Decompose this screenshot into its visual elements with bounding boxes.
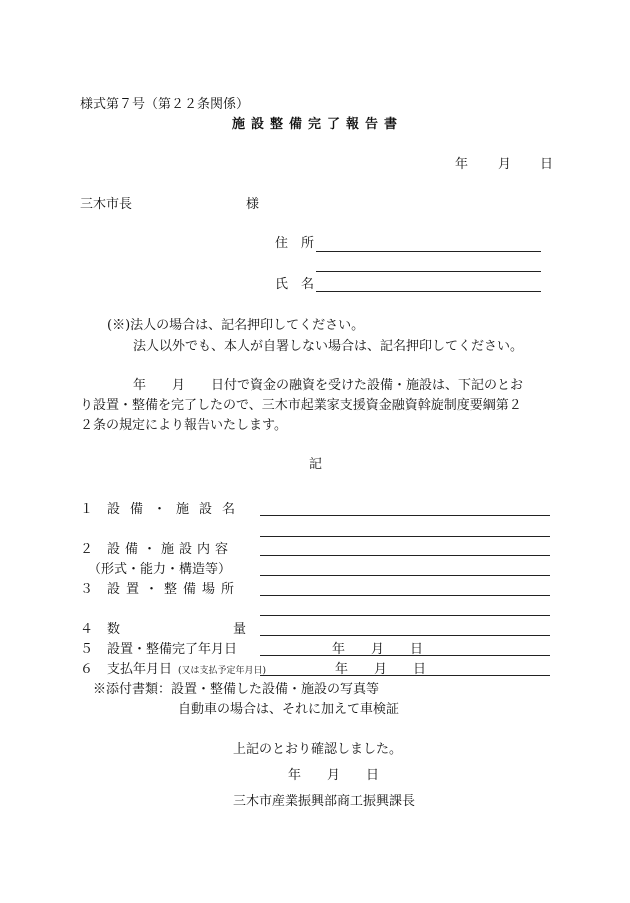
body-line-3: ２条の規定により報告いたします。 [80, 418, 287, 433]
address-label: 住 所 [275, 236, 315, 251]
confirm-officer: 三木市産業振興部商工振興課長 [233, 794, 416, 809]
item-1-field-2[interactable] [260, 536, 550, 537]
item-1-field[interactable] [260, 515, 550, 516]
date-day: 日 [540, 157, 554, 172]
item-3-field[interactable] [260, 595, 550, 596]
item-2-number: ２ [80, 542, 94, 557]
body-line-1: 年 月 日付で資金の融資を受けた設備・施設は、下記のとお [133, 378, 524, 393]
addressee-name: 三木市長 [80, 197, 133, 212]
page-title: 施設整備完了報告書 [232, 117, 404, 132]
item-2-field-2[interactable] [260, 575, 550, 576]
item-6-field[interactable] [260, 675, 550, 676]
item-3-number: ３ [80, 582, 94, 597]
form-number: 様式第７号（第２２条関係） [80, 97, 250, 112]
item-4-field[interactable] [260, 635, 550, 636]
item-4-label-a: 数 [107, 622, 121, 637]
item-4-number: ４ [80, 622, 94, 637]
address-field[interactable] [316, 251, 541, 252]
attachments-line-2: 自動車の場合は、それに加えて車検証 [178, 702, 400, 717]
item-2-field[interactable] [260, 555, 550, 556]
ki-heading: 記 [309, 457, 323, 472]
name-field[interactable] [316, 291, 541, 292]
item-1-label: 設備・施設名 [107, 502, 246, 517]
addressee-honorific: 様 [246, 197, 260, 212]
item-5-label: 設置・整備完了年月日 [107, 642, 238, 657]
item-3-label: 設置・整備場所 [107, 582, 241, 597]
item-3-field-2[interactable] [260, 615, 550, 616]
name-label: 氏 名 [275, 277, 315, 292]
note-line-2: 法人以外でも、本人が自署しない場合は、記名押印してください。 [133, 339, 524, 354]
body-line-2: り設置・整備を完了したので、三木市起業家支援資金融資斡旋制度要綱第２ [80, 398, 522, 413]
attachments-line-1: ※添付書類：設置・整備した設備・施設の写真等 [93, 682, 380, 697]
date-month: 月 [498, 157, 512, 172]
item-6-sublabel: (又は支払予定年月日) [178, 666, 267, 676]
item-6-label: 支払年月日 [107, 662, 173, 677]
note-line-1: (※)法人の場合は、記名押印してください。 [107, 318, 365, 333]
date-year: 年 [455, 157, 469, 172]
item-2-sublabel: （形式・能力・構造等） [88, 562, 232, 577]
confirm-date: 年 月 日 [288, 768, 380, 783]
item-2-label: 設備・施設内容 [107, 542, 234, 557]
item-4-label-b: 量 [233, 622, 247, 637]
address-field-2[interactable] [316, 271, 541, 272]
item-5-date: 年 月 日 [332, 642, 424, 657]
item-5-number: ５ [80, 642, 94, 657]
item-1-number: １ [80, 502, 94, 517]
confirm-text: 上記のとおり確認しました。 [233, 742, 403, 757]
item-6-number: ６ [80, 662, 94, 677]
item-6-date: 年 月 日 [335, 662, 427, 677]
item-5-field[interactable] [260, 655, 550, 656]
